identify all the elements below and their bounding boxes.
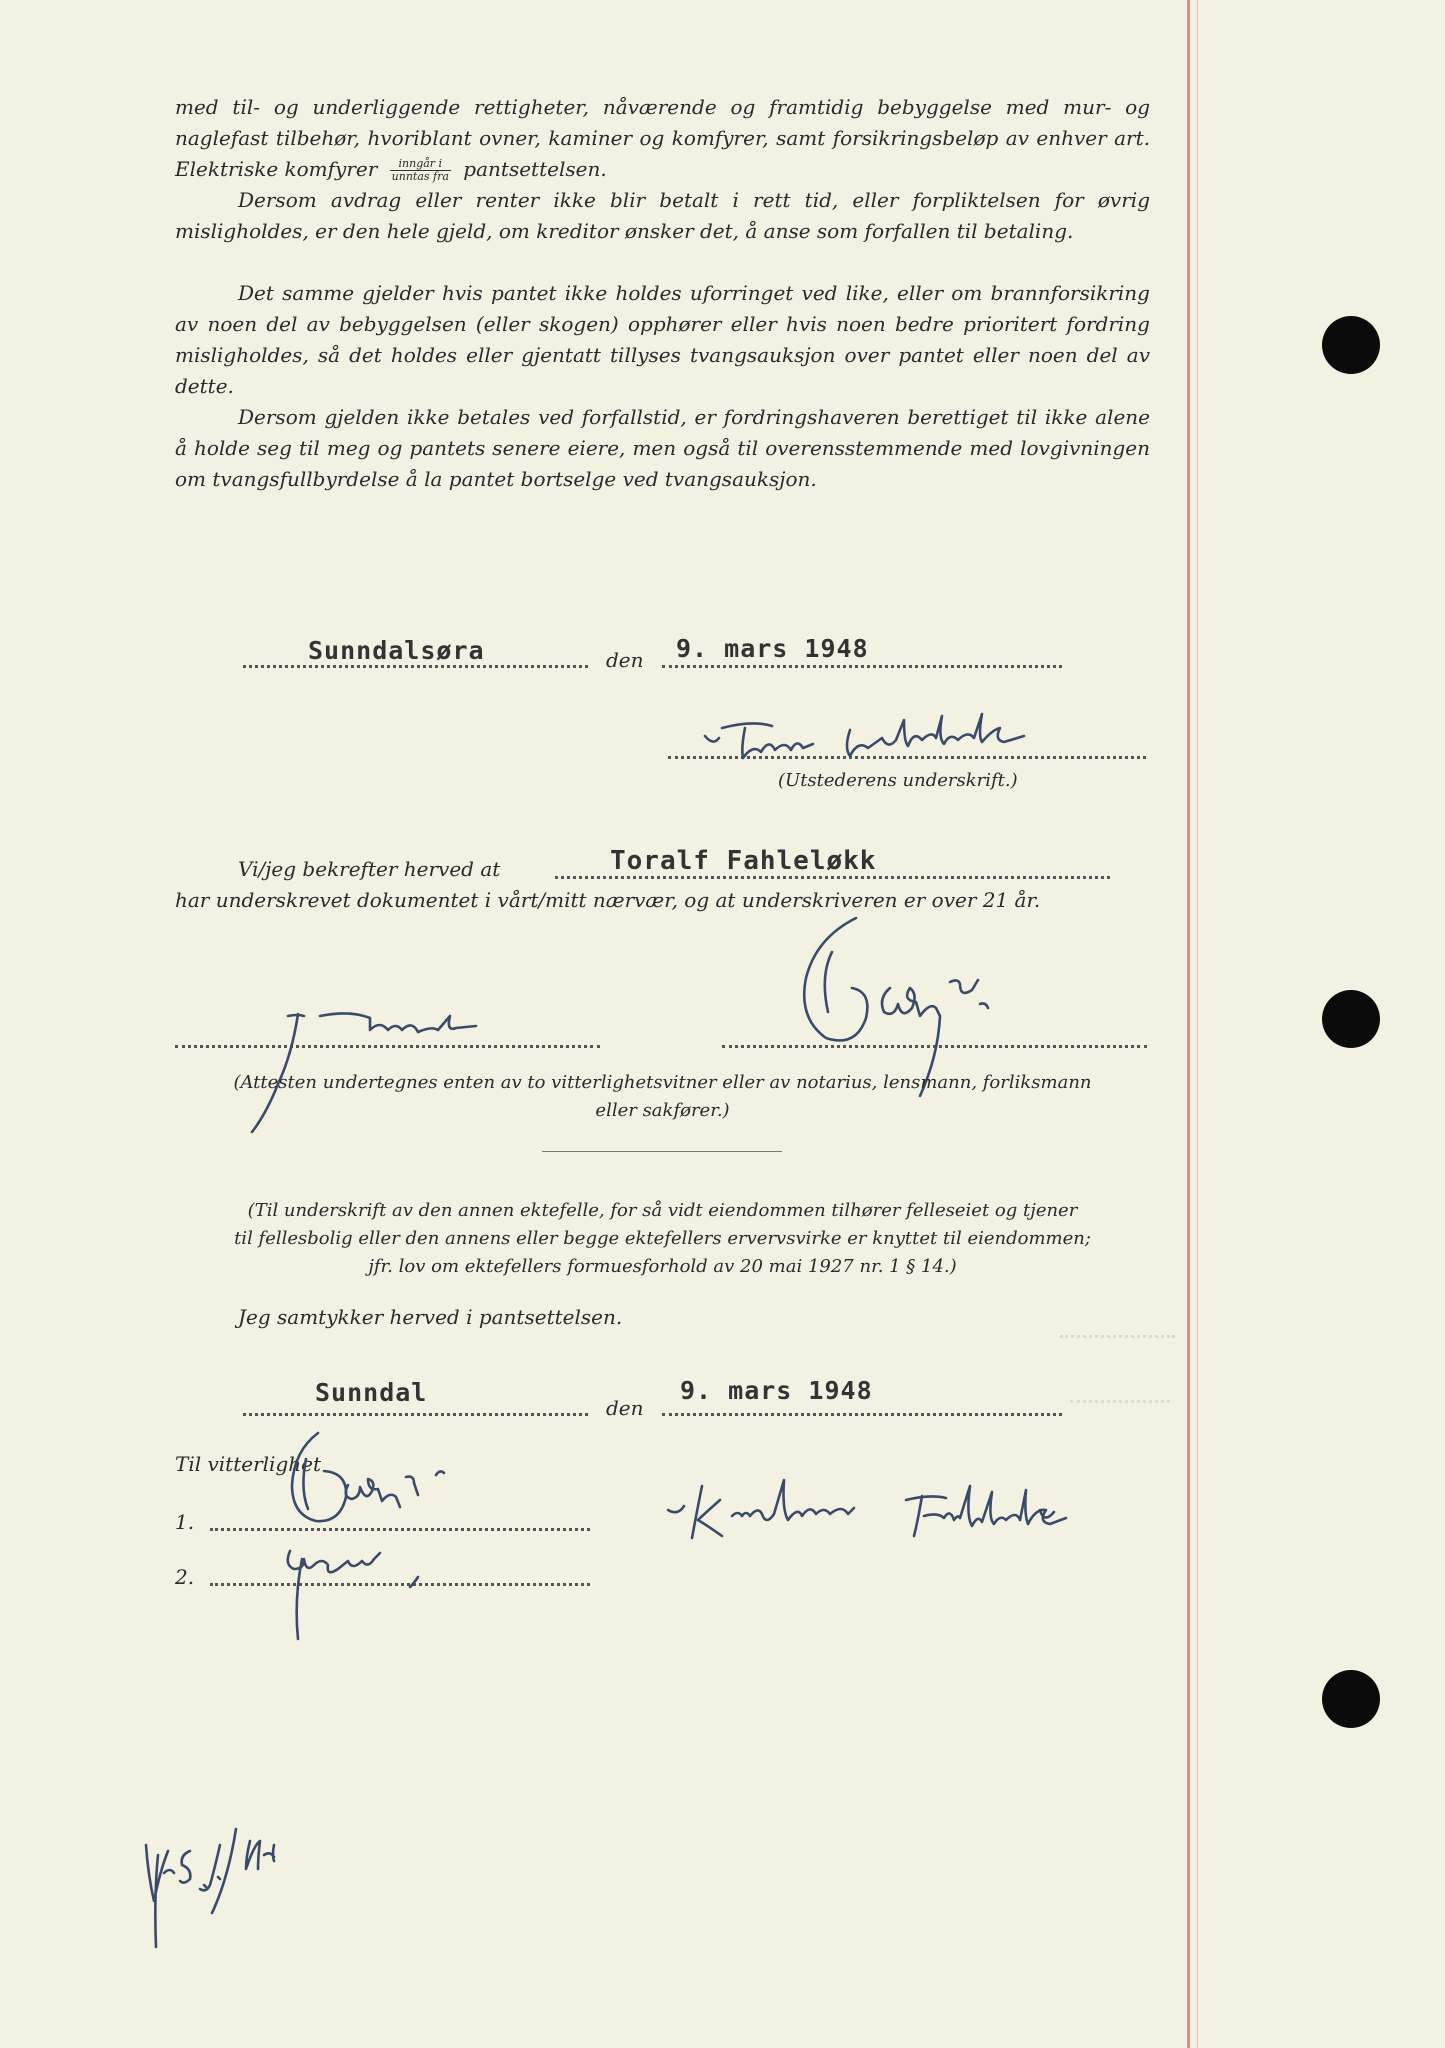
fraction-choice xyxy=(390,158,451,183)
spouse-note-line-3: jfr. lov om ektefellers formuesforhold av 20 mai 1927 nr. 1 § 14.) xyxy=(368,1256,957,1277)
date-1: 9. mars 1948 xyxy=(676,634,869,663)
place-2: Sunndal xyxy=(315,1378,428,1407)
margin-line xyxy=(1187,0,1190,2048)
spouse-note-line-2: til fellesbolig eller den annens eller begge ektefellers ervervsvirke er knyttet til eiendommen; xyxy=(234,1228,1091,1249)
paragraph-4: Dersom gjelden ikke betales ved forfallstid, er fordringshaveren berettiget til ikke alene å holde seg til meg og pantets senere eiere, men også til overensstemmende med lovgivningen om tvangsfullbyrdelse å la pantet bortselge ved tvangsauksjon. xyxy=(175,405,1150,491)
paragraph-1-text: med til- og underliggende rettigheter, nåværende og framtidig bebyggelse med mur- og naglefast tilbehør, hvoriblant ovner, kaminer og komfyrer, samt forsikringsbeløp av enhver art. Elektriske komfyrer xyxy=(175,95,1150,181)
faint-trace-1 xyxy=(1060,1335,1175,1338)
paragraph-3: Det samme gjelder hvis pantet ikke holdes uforringet ved like, eller om brannforsikring av noen del av bebyggelsen (eller skogen) opphører eller hvis noen bedre prioritert fordring misligholdes, så det holdes eller gjentatt tillyses tvangsauksjon over pantet eller noen del av dette. xyxy=(175,281,1150,398)
confirm-text: har underskrevet dokumentet i vårt/mitt nærvær, og at underskriveren er over 21 år. xyxy=(175,888,1041,912)
spouse-note-line-1: (Til underskrift av den annen ektefelle, for så vidt eiendommen tilhører felleseiet og tjener xyxy=(247,1200,1078,1221)
confirm-name: Toralf Fahleløkk xyxy=(610,846,877,876)
date-2: 9. mars 1948 xyxy=(680,1376,873,1405)
punch-hole-bottom xyxy=(1322,1670,1380,1728)
date-line-2 xyxy=(662,1413,1062,1416)
consent-text: Jeg samtykker herved i pantsettelsen. xyxy=(238,1305,623,1329)
paragraph-1 xyxy=(175,92,1150,185)
place-1: Sunndalsøra xyxy=(308,636,485,665)
witness-number-1: 1. xyxy=(175,1510,195,1534)
paragraph-2: Dersom avdrag eller renter ikke blir betalt i rett tid, eller forpliktelsen for øvrig misligholdes, er den hele gjeld, om kreditor ønsker det, å anse som forfallen til betaling. xyxy=(175,188,1150,243)
witness-signature-left xyxy=(240,988,520,1148)
marginal-handwritten-note xyxy=(140,1815,300,1955)
witness-number-2: 2. xyxy=(175,1565,195,1589)
confirm-name-line xyxy=(555,876,1110,879)
fraction-numerator: inngår i xyxy=(390,158,451,171)
date-line-1 xyxy=(662,665,1062,668)
confirm-prefix: Vi/jeg bekrefter herved at xyxy=(238,857,501,881)
witness-heading: Til vitterlighet xyxy=(175,1452,322,1476)
issuer-signature xyxy=(700,718,1060,768)
punch-hole-middle xyxy=(1322,990,1380,1048)
witness-signature-right xyxy=(770,912,1070,1132)
spouse-signature xyxy=(662,1480,1172,1550)
faint-trace-2 xyxy=(1070,1400,1170,1403)
fraction-denominator: unntas fra xyxy=(391,170,449,183)
issuer-caption: (Utstederens underskrift.) xyxy=(778,770,1018,791)
attest-note-line-2: eller sakfører.) xyxy=(595,1100,730,1121)
place-line-2 xyxy=(243,1413,588,1416)
section-divider xyxy=(542,1151,782,1152)
paragraph-1-end: pantsettelsen. xyxy=(463,157,607,181)
margin-line-secondary xyxy=(1197,0,1198,2048)
den-label-2: den xyxy=(606,1396,644,1420)
den-label-1: den xyxy=(606,648,644,672)
attest-note-line-1: (Attesten undertegnes enten av to vitterlighetsvitner eller av notarius, lensmann, forliksmann xyxy=(233,1072,1092,1093)
witness-signature-2 xyxy=(268,1545,468,1655)
place-line-1 xyxy=(243,665,588,668)
punch-hole-top xyxy=(1322,316,1380,374)
